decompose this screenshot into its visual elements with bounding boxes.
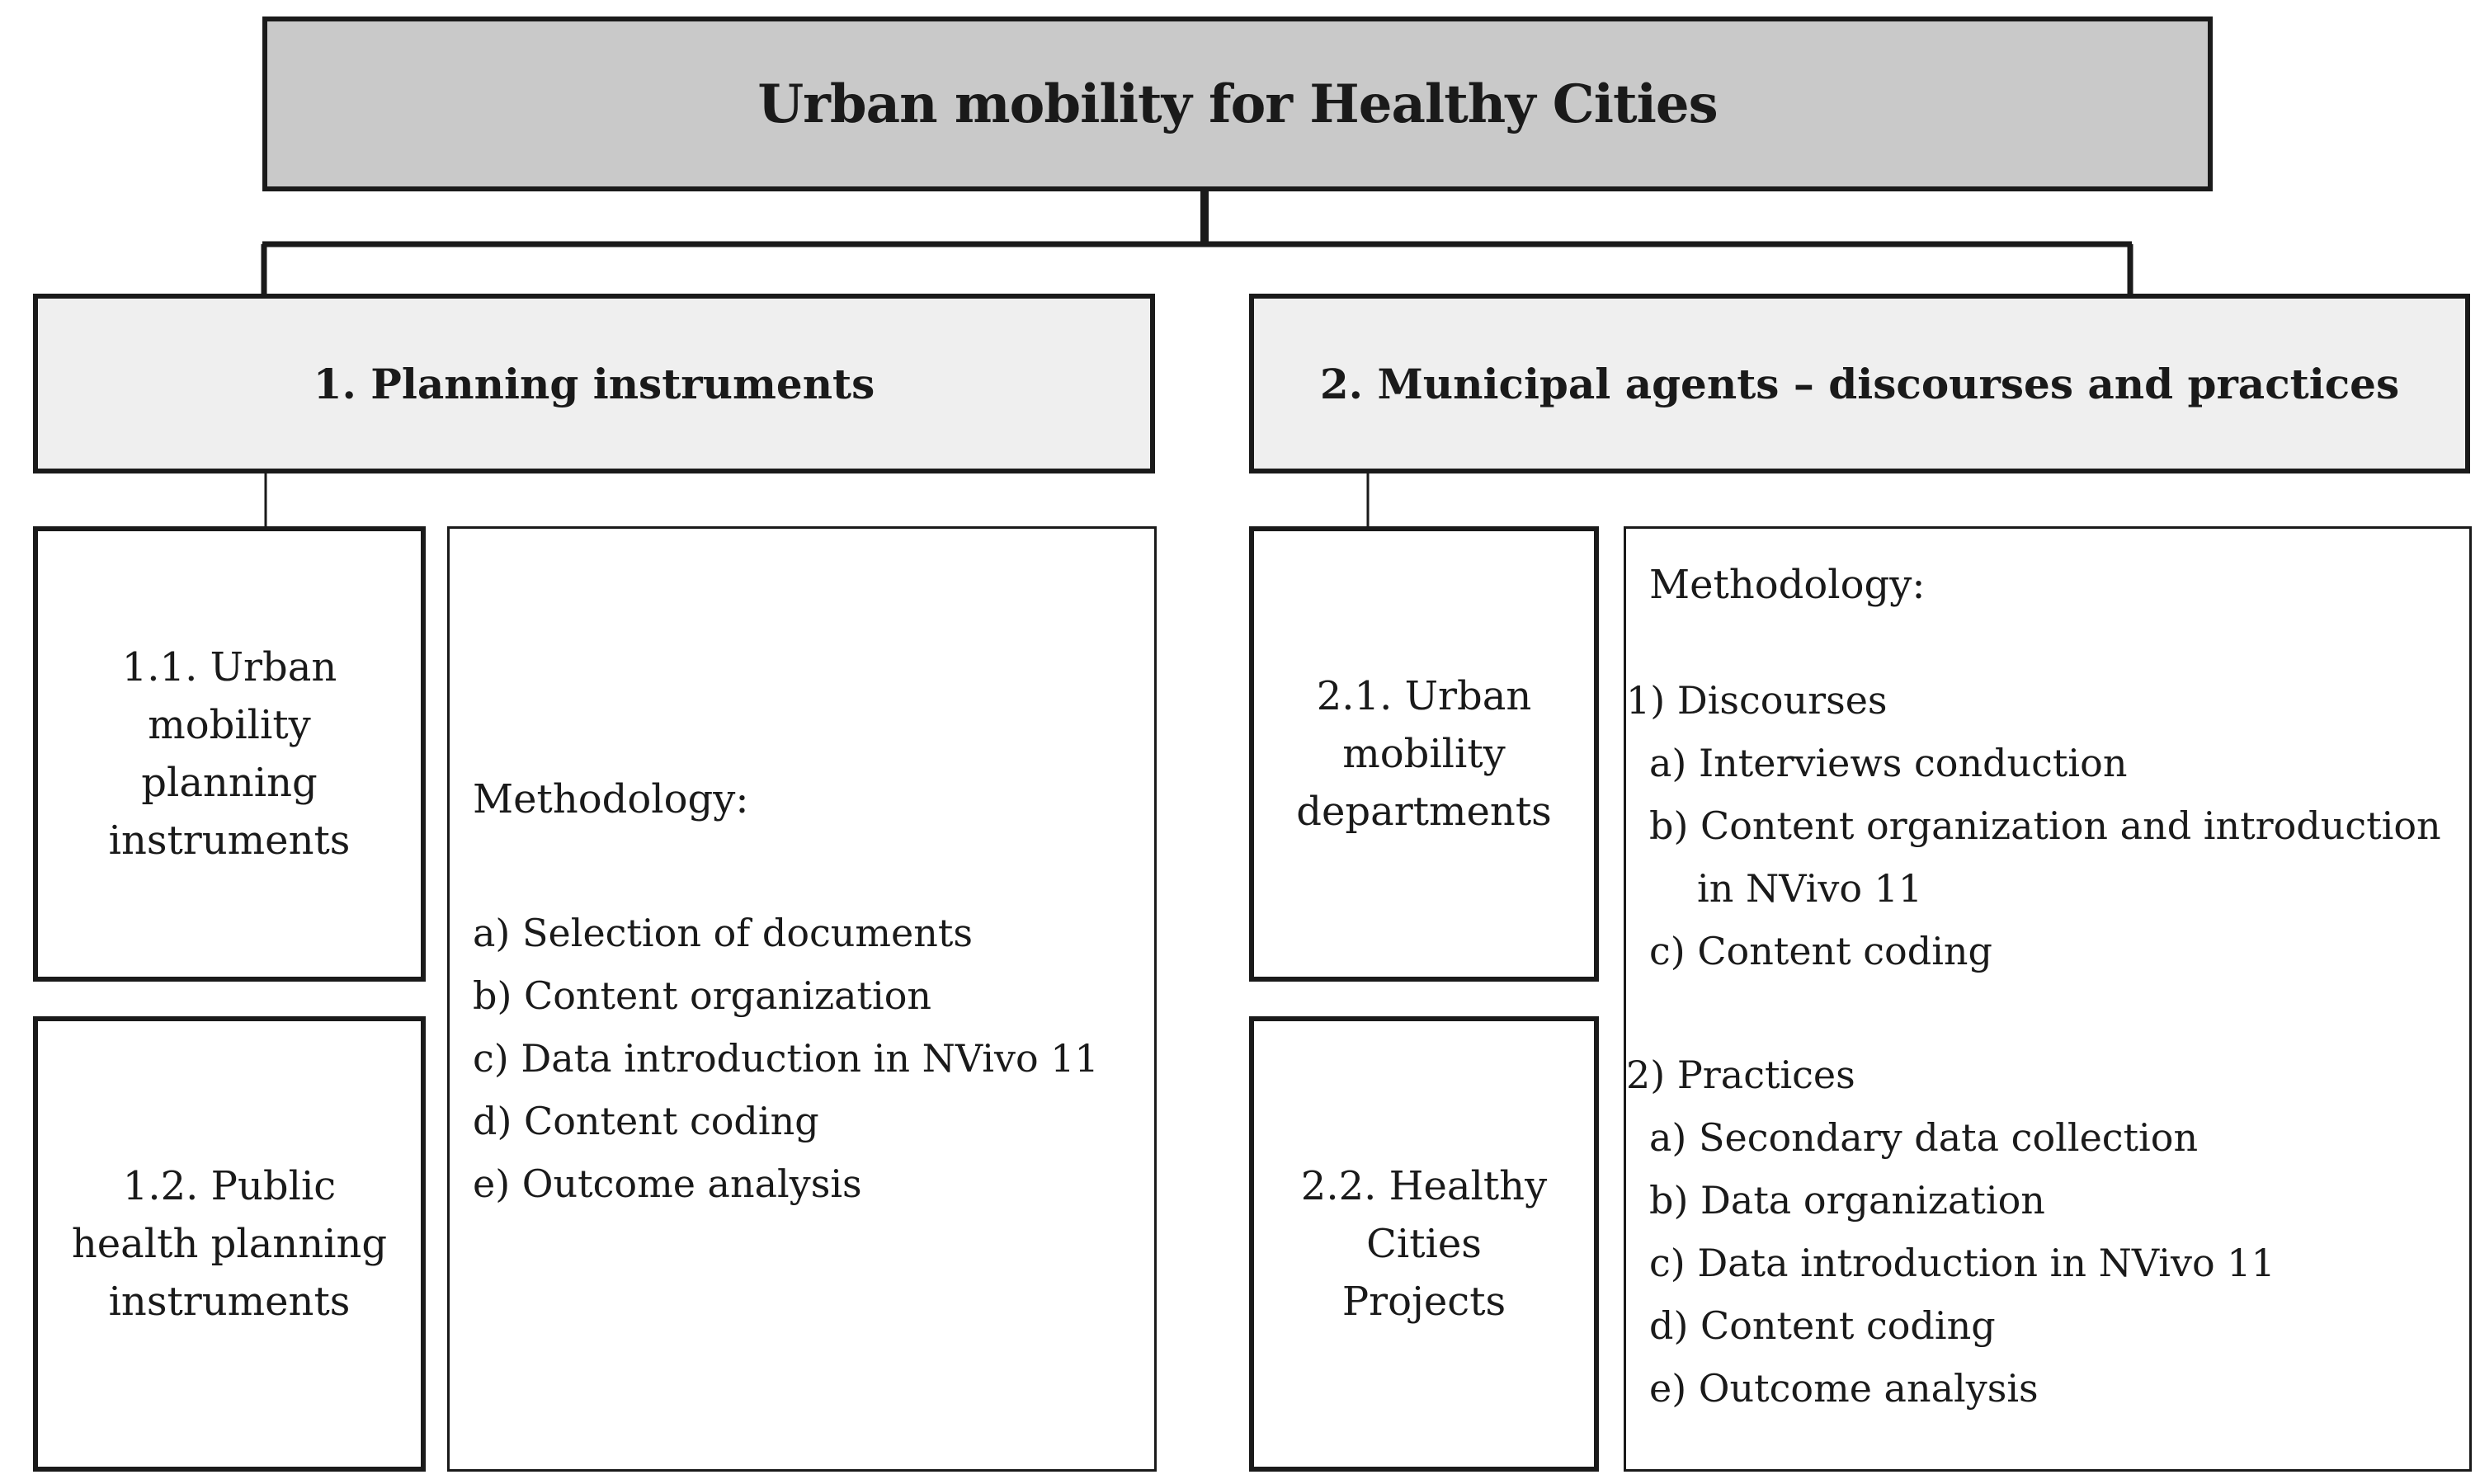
methodology-step: b) Content organization <box>473 973 932 1018</box>
label-line: Projects <box>1341 1279 1506 1325</box>
label-line: mobility <box>1342 731 1506 777</box>
root-node <box>262 16 2213 191</box>
item-label <box>55 1157 403 1331</box>
methodology-planning-instruments <box>447 526 1157 1472</box>
methodology-step: a) Secondary data collection <box>1649 1115 2199 1160</box>
methodology-heading: Methodology: <box>1649 562 1926 608</box>
methodology-step: e) Outcome analysis <box>473 1161 862 1206</box>
label-line: health planning <box>71 1221 388 1267</box>
label-line: 1.1. Urban <box>121 644 337 690</box>
label-line: 2.1. Urban <box>1316 673 1532 719</box>
methodology-heading: Methodology: <box>473 776 749 822</box>
methodology-step: b) Data organization <box>1649 1178 2045 1223</box>
label-line: departments <box>1296 789 1552 835</box>
branch-title: 2. Municipal agents – discourses and practices <box>1319 359 2400 408</box>
methodology-step-continuation: in NVivo 11 <box>1697 866 1923 911</box>
branch-planning-instruments <box>33 294 1155 473</box>
item-label <box>1285 1157 1563 1331</box>
methodology-step: d) Content coding <box>1649 1303 1996 1348</box>
methodology-municipal-agents <box>1624 526 2472 1472</box>
label-line: 2.2. Healthy <box>1300 1163 1548 1209</box>
item-urban-mobility-planning-instruments <box>33 526 426 982</box>
item-label <box>1280 667 1568 841</box>
branch-title: 1. Planning instruments <box>313 359 875 408</box>
label-line: instruments <box>108 1279 351 1325</box>
item-label <box>92 638 367 869</box>
methodology-group-title: 1) Discourses <box>1626 678 1888 723</box>
branch-municipal-agents <box>1249 294 2470 473</box>
item-healthy-cities-projects <box>1249 1016 1599 1472</box>
methodology-step: a) Selection of documents <box>473 911 973 955</box>
methodology-step: e) Outcome analysis <box>1649 1366 2039 1411</box>
methodology-step: c) Data introduction in NVivo 11 <box>473 1036 1099 1081</box>
label-line: mobility <box>148 702 311 748</box>
methodology-step: b) Content organization and introduction <box>1649 803 2441 848</box>
label-line: Cities <box>1366 1221 1482 1267</box>
label-line: planning <box>141 760 318 806</box>
label-line: instruments <box>108 817 351 864</box>
item-public-health-planning-instruments <box>33 1016 426 1472</box>
label-line: 1.2. Public <box>122 1163 337 1209</box>
methodology-step: c) Data introduction in NVivo 11 <box>1649 1241 2275 1285</box>
methodology-step: c) Content coding <box>1649 929 1992 973</box>
methodology-step: a) Interviews conduction <box>1649 741 2128 785</box>
item-urban-mobility-departments <box>1249 526 1599 982</box>
root-title: Urban mobility for Healthy Cities <box>757 73 1718 135</box>
methodology-step: d) Content coding <box>473 1099 819 1143</box>
methodology-group-title: 2) Practices <box>1626 1053 1855 1097</box>
